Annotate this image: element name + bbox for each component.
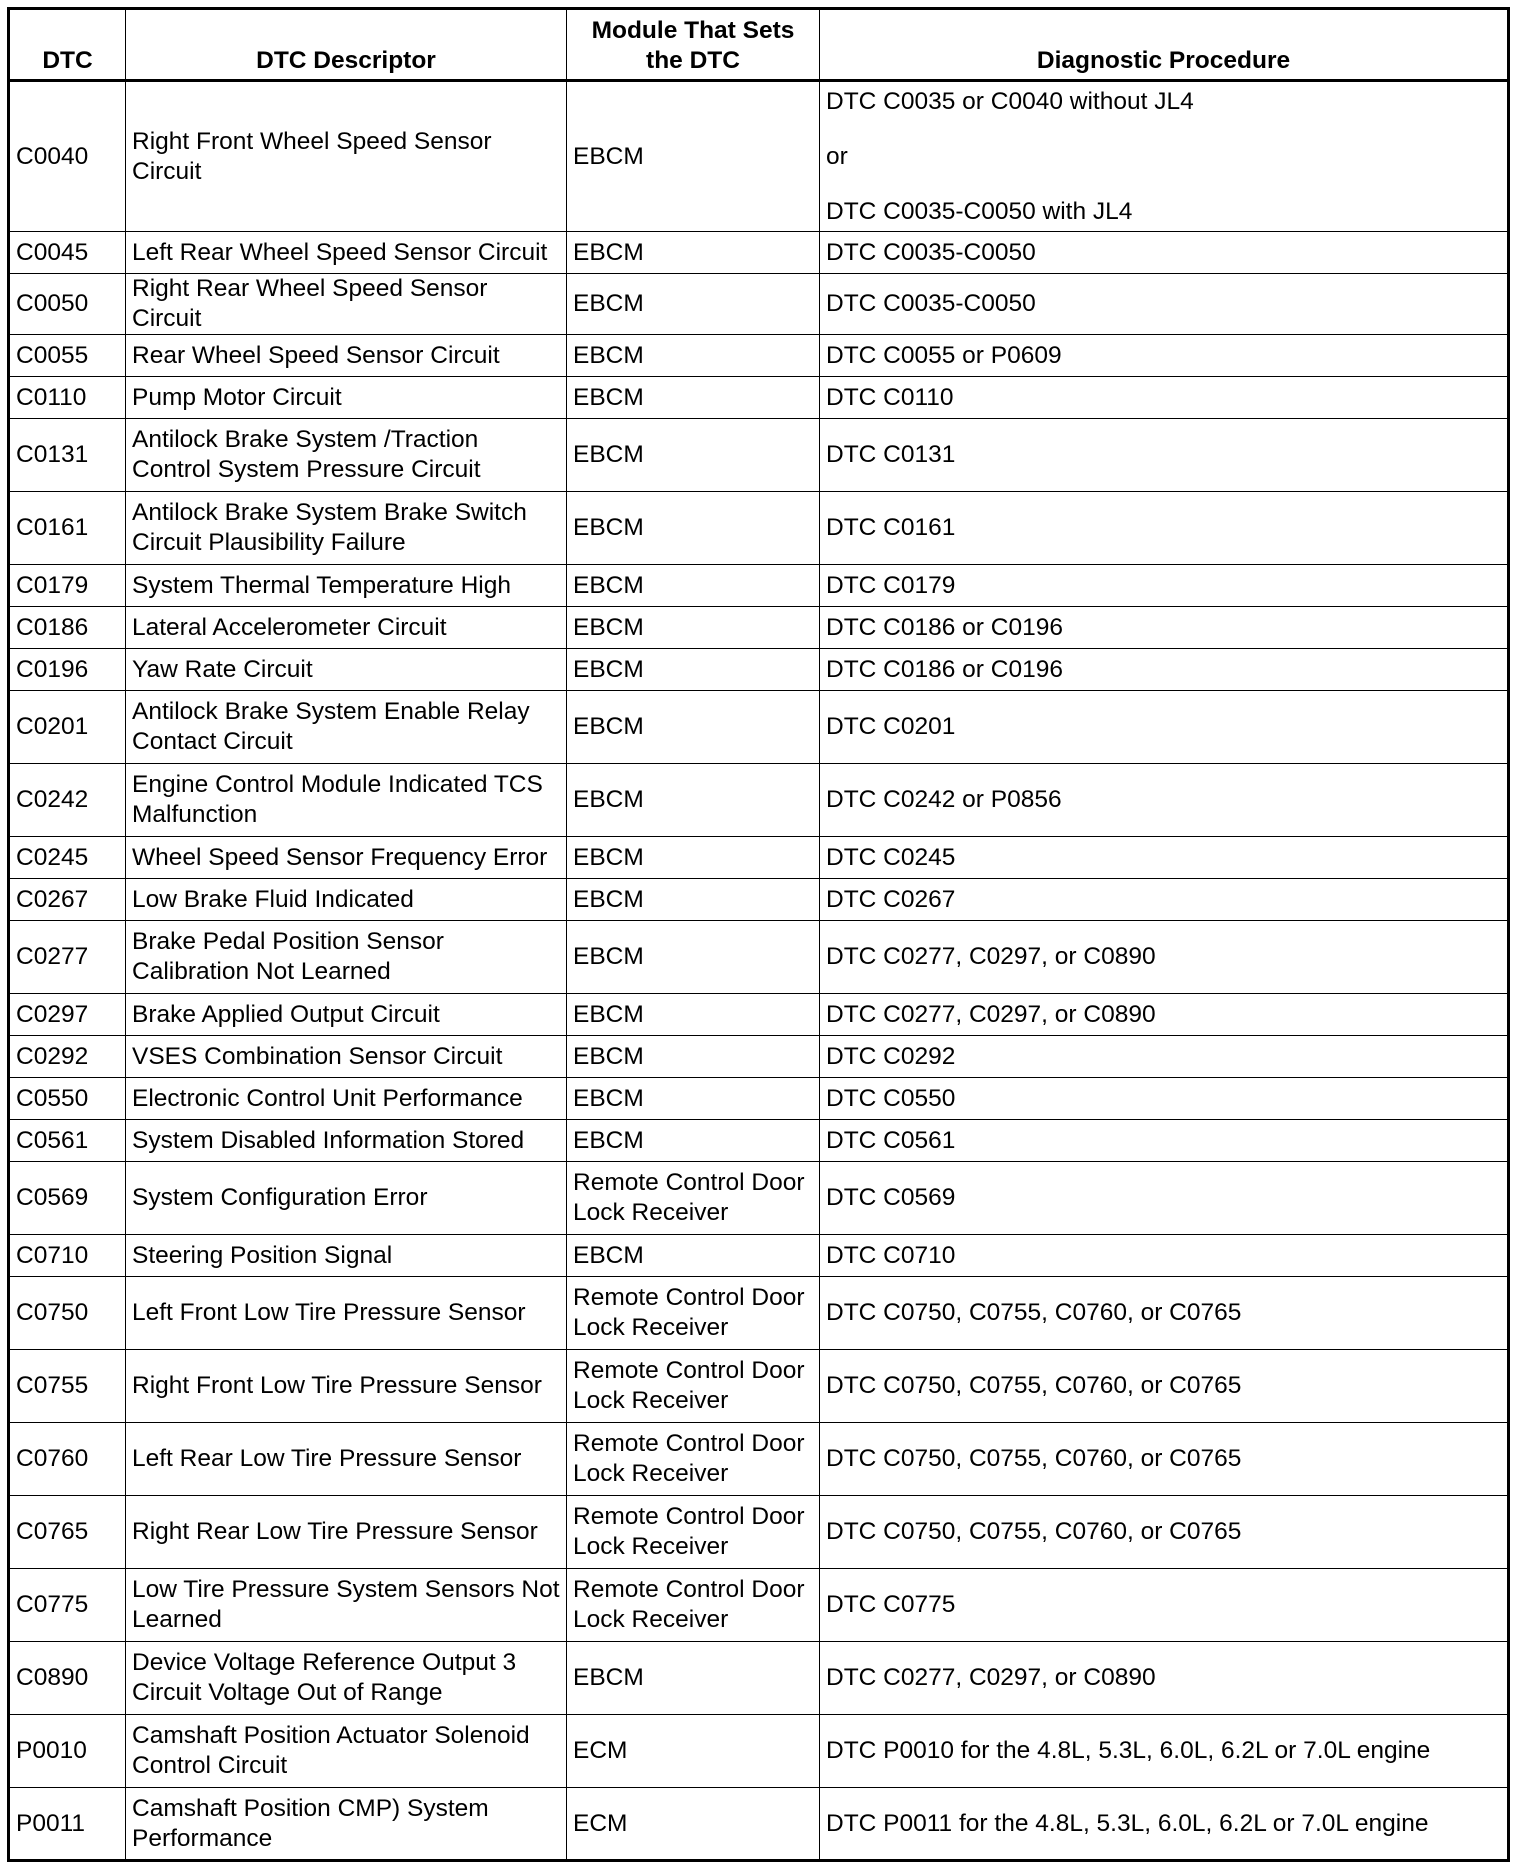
diagnostic-procedure-cell bbox=[820, 419, 1509, 492]
dtc-descriptor-cell: Right Front Low Tire Pressure Sensor bbox=[126, 1350, 567, 1423]
table-row bbox=[9, 994, 1509, 1036]
header-descriptor: DTC Descriptor bbox=[126, 9, 567, 81]
diagnostic-procedure-cell bbox=[820, 81, 1509, 232]
diagnostic-procedure-cell bbox=[820, 1235, 1509, 1277]
procedure-line: DTC C0201 bbox=[826, 713, 956, 740]
table-row bbox=[9, 419, 1509, 492]
dtc-code-cell: C0561 bbox=[9, 1120, 126, 1162]
procedure-line: DTC C0710 bbox=[826, 1241, 956, 1269]
table-row bbox=[9, 1496, 1509, 1569]
dtc-code-cell: C0050 bbox=[9, 274, 126, 335]
procedure-line: DTC C0035 or C0040 without JL4 bbox=[826, 87, 1194, 115]
dtc-descriptor-cell: Low Brake Fluid Indicated bbox=[126, 879, 567, 921]
diagnostic-procedure-cell bbox=[820, 377, 1509, 419]
dtc-code-cell: C0040 bbox=[9, 81, 126, 232]
dtc-code-cell: C0045 bbox=[9, 232, 126, 274]
procedure-line: DTC C0161 bbox=[826, 514, 956, 541]
module-cell: EBCM bbox=[567, 994, 820, 1036]
dtc-descriptor-cell: Left Rear Wheel Speed Sensor Circuit bbox=[126, 232, 567, 274]
dtc-descriptor-cell: Right Rear Wheel Speed Sensor Circuit bbox=[126, 274, 567, 335]
header-dtc: DTC bbox=[9, 9, 126, 81]
diagnostic-procedure-cell bbox=[820, 764, 1509, 837]
dtc-code-cell: C0242 bbox=[9, 764, 126, 837]
table-row bbox=[9, 81, 1509, 232]
dtc-code-cell: C0201 bbox=[9, 691, 126, 764]
module-cell: Remote Control Door Lock Receiver bbox=[567, 1569, 820, 1642]
dtc-code-cell: C0277 bbox=[9, 921, 126, 994]
module-cell: Remote Control Door Lock Receiver bbox=[567, 1162, 820, 1235]
procedure-line: DTC C0035-C0050 bbox=[826, 290, 1036, 317]
dtc-descriptor-cell: System Disabled Information Stored bbox=[126, 1120, 567, 1162]
procedure-line: DTC C0569 bbox=[826, 1184, 956, 1211]
table-row bbox=[9, 1350, 1509, 1423]
procedure-line: DTC C0550 bbox=[826, 1084, 956, 1112]
diagnostic-procedure-cell bbox=[820, 492, 1509, 565]
dtc-descriptor-cell: Lateral Accelerometer Circuit bbox=[126, 607, 567, 649]
module-cell: EBCM bbox=[567, 1642, 820, 1715]
diagnostic-procedure-cell bbox=[820, 1120, 1509, 1162]
diagnostic-procedure-cell bbox=[820, 1788, 1509, 1861]
dtc-descriptor-cell: Antilock Brake System /Traction Control System Pressure Circuit bbox=[126, 419, 567, 492]
procedure-line: DTC C0242 or P0856 bbox=[826, 786, 1062, 813]
module-cell: EBCM bbox=[567, 232, 820, 274]
table-row bbox=[9, 1235, 1509, 1277]
diagnostic-procedure-cell bbox=[820, 691, 1509, 764]
table-row bbox=[9, 1423, 1509, 1496]
table-row bbox=[9, 1277, 1509, 1350]
procedure-line: DTC C0110 bbox=[826, 383, 954, 411]
table-header bbox=[9, 9, 1509, 81]
dtc-descriptor-cell: Brake Applied Output Circuit bbox=[126, 994, 567, 1036]
procedure-line: DTC C0277, C0297, or C0890 bbox=[826, 1000, 1156, 1028]
dtc-code-cell: C0550 bbox=[9, 1078, 126, 1120]
dtc-descriptor-cell: Left Rear Low Tire Pressure Sensor bbox=[126, 1423, 567, 1496]
dtc-code-cell: C0765 bbox=[9, 1496, 126, 1569]
dtc-descriptor-cell: Engine Control Module Indicated TCS Malfunction bbox=[126, 764, 567, 837]
table-row bbox=[9, 1120, 1509, 1162]
dtc-code-cell: C0196 bbox=[9, 649, 126, 691]
dtc-descriptor-cell: Antilock Brake System Enable Relay Contact Circuit bbox=[126, 691, 567, 764]
procedure-line: DTC C0035-C0050 with JL4 bbox=[826, 197, 1133, 225]
procedure-line: DTC C0245 bbox=[826, 843, 956, 871]
procedure-line: DTC C0775 bbox=[826, 1591, 956, 1618]
dtc-code-cell: C0755 bbox=[9, 1350, 126, 1423]
diagnostic-procedure-cell bbox=[820, 879, 1509, 921]
dtc-code-cell: C0055 bbox=[9, 335, 126, 377]
procedure-line: DTC C0750, C0755, C0760, or C0765 bbox=[826, 1445, 1242, 1472]
dtc-descriptor-cell: Low Tire Pressure System Sensors Not Learned bbox=[126, 1569, 567, 1642]
module-cell: EBCM bbox=[567, 764, 820, 837]
dtc-code-cell: C0267 bbox=[9, 879, 126, 921]
table-row bbox=[9, 1715, 1509, 1788]
dtc-descriptor-cell: Rear Wheel Speed Sensor Circuit bbox=[126, 335, 567, 377]
diagnostic-procedure-cell bbox=[820, 607, 1509, 649]
table-row bbox=[9, 274, 1509, 335]
module-cell: EBCM bbox=[567, 607, 820, 649]
diagnostic-procedure-cell bbox=[820, 1036, 1509, 1078]
procedure-line: DTC C0750, C0755, C0760, or C0765 bbox=[826, 1372, 1242, 1399]
module-cell: EBCM bbox=[567, 419, 820, 492]
module-cell: EBCM bbox=[567, 1120, 820, 1162]
procedure-line: or bbox=[826, 142, 848, 170]
dtc-descriptor-cell: System Thermal Temperature High bbox=[126, 565, 567, 607]
diagnostic-procedure-cell bbox=[820, 565, 1509, 607]
module-cell: EBCM bbox=[567, 837, 820, 879]
module-cell: EBCM bbox=[567, 691, 820, 764]
dtc-code-cell: C0245 bbox=[9, 837, 126, 879]
module-cell: EBCM bbox=[567, 1235, 820, 1277]
dtc-descriptor-cell: Brake Pedal Position Sensor Calibration Not Learned bbox=[126, 921, 567, 994]
dtc-descriptor-cell: Antilock Brake System Brake Switch Circuit Plausibility Failure bbox=[126, 492, 567, 565]
table-row bbox=[9, 879, 1509, 921]
module-cell: EBCM bbox=[567, 492, 820, 565]
module-cell: EBCM bbox=[567, 1036, 820, 1078]
header-procedure: Diagnostic Procedure bbox=[820, 9, 1509, 81]
dtc-descriptor-cell: Right Rear Low Tire Pressure Sensor bbox=[126, 1496, 567, 1569]
dtc-descriptor-cell: Camshaft Position Actuator Solenoid Control Circuit bbox=[126, 1715, 567, 1788]
procedure-line: DTC C0561 bbox=[826, 1126, 956, 1154]
table-row bbox=[9, 691, 1509, 764]
dtc-descriptor-cell: Camshaft Position CMP) System Performance bbox=[126, 1788, 567, 1861]
table-row bbox=[9, 649, 1509, 691]
diagnostic-procedure-cell bbox=[820, 1715, 1509, 1788]
module-cell: Remote Control Door Lock Receiver bbox=[567, 1277, 820, 1350]
table-row bbox=[9, 921, 1509, 994]
dtc-descriptor-cell: Steering Position Signal bbox=[126, 1235, 567, 1277]
module-cell: EBCM bbox=[567, 274, 820, 335]
diagnostic-procedure-cell bbox=[820, 994, 1509, 1036]
dtc-code-cell: C0179 bbox=[9, 565, 126, 607]
module-cell: EBCM bbox=[567, 565, 820, 607]
dtc-descriptor-cell: Device Voltage Reference Output 3 Circuit Voltage Out of Range bbox=[126, 1642, 567, 1715]
dtc-code-cell: P0011 bbox=[9, 1788, 126, 1861]
dtc-code-cell: C0750 bbox=[9, 1277, 126, 1350]
procedure-line: DTC C0277, C0297, or C0890 bbox=[826, 1664, 1156, 1691]
dtc-code-cell: C0710 bbox=[9, 1235, 126, 1277]
dtc-descriptor-cell: Right Front Wheel Speed Sensor Circuit bbox=[126, 81, 567, 232]
table-row bbox=[9, 1788, 1509, 1861]
dtc-code-cell: C0186 bbox=[9, 607, 126, 649]
diagnostic-procedure-cell bbox=[820, 649, 1509, 691]
table-row bbox=[9, 232, 1509, 274]
dtc-code-cell: C0775 bbox=[9, 1569, 126, 1642]
dtc-descriptor-cell: System Configuration Error bbox=[126, 1162, 567, 1235]
diagnostic-procedure-cell bbox=[820, 1078, 1509, 1120]
procedure-line: DTC C0750, C0755, C0760, or C0765 bbox=[826, 1518, 1242, 1545]
dtc-descriptor-cell: VSES Combination Sensor Circuit bbox=[126, 1036, 567, 1078]
procedure-line: DTC C0750, C0755, C0760, or C0765 bbox=[826, 1299, 1242, 1326]
procedure-line: DTC P0011 for the 4.8L, 5.3L, 6.0L, 6.2L or 7.0L engine bbox=[826, 1809, 1429, 1837]
dtc-code-cell: C0890 bbox=[9, 1642, 126, 1715]
dtc-code-cell: C0569 bbox=[9, 1162, 126, 1235]
module-cell: Remote Control Door Lock Receiver bbox=[567, 1496, 820, 1569]
dtc-table bbox=[7, 7, 1510, 1862]
procedure-line: DTC C0179 bbox=[826, 571, 956, 599]
diagnostic-procedure-cell bbox=[820, 1350, 1509, 1423]
procedure-spacer bbox=[826, 172, 1501, 197]
module-cell: EBCM bbox=[567, 335, 820, 377]
module-cell: ECM bbox=[567, 1715, 820, 1788]
dtc-code-cell: C0110 bbox=[9, 377, 126, 419]
dtc-code-cell: P0010 bbox=[9, 1715, 126, 1788]
table-row bbox=[9, 1642, 1509, 1715]
header-row bbox=[9, 9, 1509, 81]
dtc-descriptor-cell: Pump Motor Circuit bbox=[126, 377, 567, 419]
header-module: Module That Sets the DTC bbox=[567, 9, 820, 81]
dtc-code-cell: C0297 bbox=[9, 994, 126, 1036]
module-cell: EBCM bbox=[567, 649, 820, 691]
table-row bbox=[9, 377, 1509, 419]
module-cell: EBCM bbox=[567, 81, 820, 232]
module-cell: EBCM bbox=[567, 377, 820, 419]
procedure-line: DTC C0267 bbox=[826, 885, 956, 913]
dtc-code-cell: C0292 bbox=[9, 1036, 126, 1078]
dtc-descriptor-cell: Left Front Low Tire Pressure Sensor bbox=[126, 1277, 567, 1350]
table-row bbox=[9, 764, 1509, 837]
module-cell: ECM bbox=[567, 1788, 820, 1861]
dtc-code-cell: C0131 bbox=[9, 419, 126, 492]
procedure-line: DTC C0131 bbox=[826, 441, 956, 468]
table-row bbox=[9, 1078, 1509, 1120]
dtc-descriptor-cell: Yaw Rate Circuit bbox=[126, 649, 567, 691]
table-body bbox=[9, 81, 1509, 1861]
table-row bbox=[9, 837, 1509, 879]
diagnostic-procedure-cell bbox=[820, 274, 1509, 335]
diagnostic-procedure-cell bbox=[820, 1277, 1509, 1350]
diagnostic-procedure-cell bbox=[820, 1423, 1509, 1496]
procedure-line: DTC C0292 bbox=[826, 1042, 956, 1070]
dtc-descriptor-cell: Electronic Control Unit Performance bbox=[126, 1078, 567, 1120]
procedure-line: DTC C0035-C0050 bbox=[826, 238, 1036, 266]
diagnostic-procedure-cell bbox=[820, 232, 1509, 274]
procedure-spacer bbox=[826, 117, 1501, 142]
table-row bbox=[9, 335, 1509, 377]
diagnostic-procedure-cell bbox=[820, 921, 1509, 994]
module-cell: EBCM bbox=[567, 921, 820, 994]
table-row bbox=[9, 1036, 1509, 1078]
module-cell: Remote Control Door Lock Receiver bbox=[567, 1350, 820, 1423]
table-row bbox=[9, 565, 1509, 607]
diagnostic-procedure-cell bbox=[820, 1496, 1509, 1569]
table-row bbox=[9, 607, 1509, 649]
procedure-line: DTC C0277, C0297, or C0890 bbox=[826, 943, 1156, 970]
procedure-line: DTC C0055 or P0609 bbox=[826, 341, 1062, 369]
dtc-code-cell: C0161 bbox=[9, 492, 126, 565]
dtc-code-cell: C0760 bbox=[9, 1423, 126, 1496]
table-row bbox=[9, 492, 1509, 565]
table-row bbox=[9, 1162, 1509, 1235]
dtc-descriptor-cell: Wheel Speed Sensor Frequency Error bbox=[126, 837, 567, 879]
module-cell: EBCM bbox=[567, 879, 820, 921]
procedure-line: DTC C0186 or C0196 bbox=[826, 613, 1063, 641]
module-cell: Remote Control Door Lock Receiver bbox=[567, 1423, 820, 1496]
diagnostic-procedure-cell bbox=[820, 1642, 1509, 1715]
diagnostic-procedure-cell bbox=[820, 1569, 1509, 1642]
procedure-line: DTC C0186 or C0196 bbox=[826, 655, 1063, 683]
diagnostic-procedure-cell bbox=[820, 837, 1509, 879]
diagnostic-procedure-cell bbox=[820, 1162, 1509, 1235]
table-row bbox=[9, 1569, 1509, 1642]
module-cell: EBCM bbox=[567, 1078, 820, 1120]
diagnostic-procedure-cell bbox=[820, 335, 1509, 377]
procedure-line: DTC P0010 for the 4.8L, 5.3L, 6.0L, 6.2L or 7.0L engine bbox=[826, 1737, 1431, 1764]
